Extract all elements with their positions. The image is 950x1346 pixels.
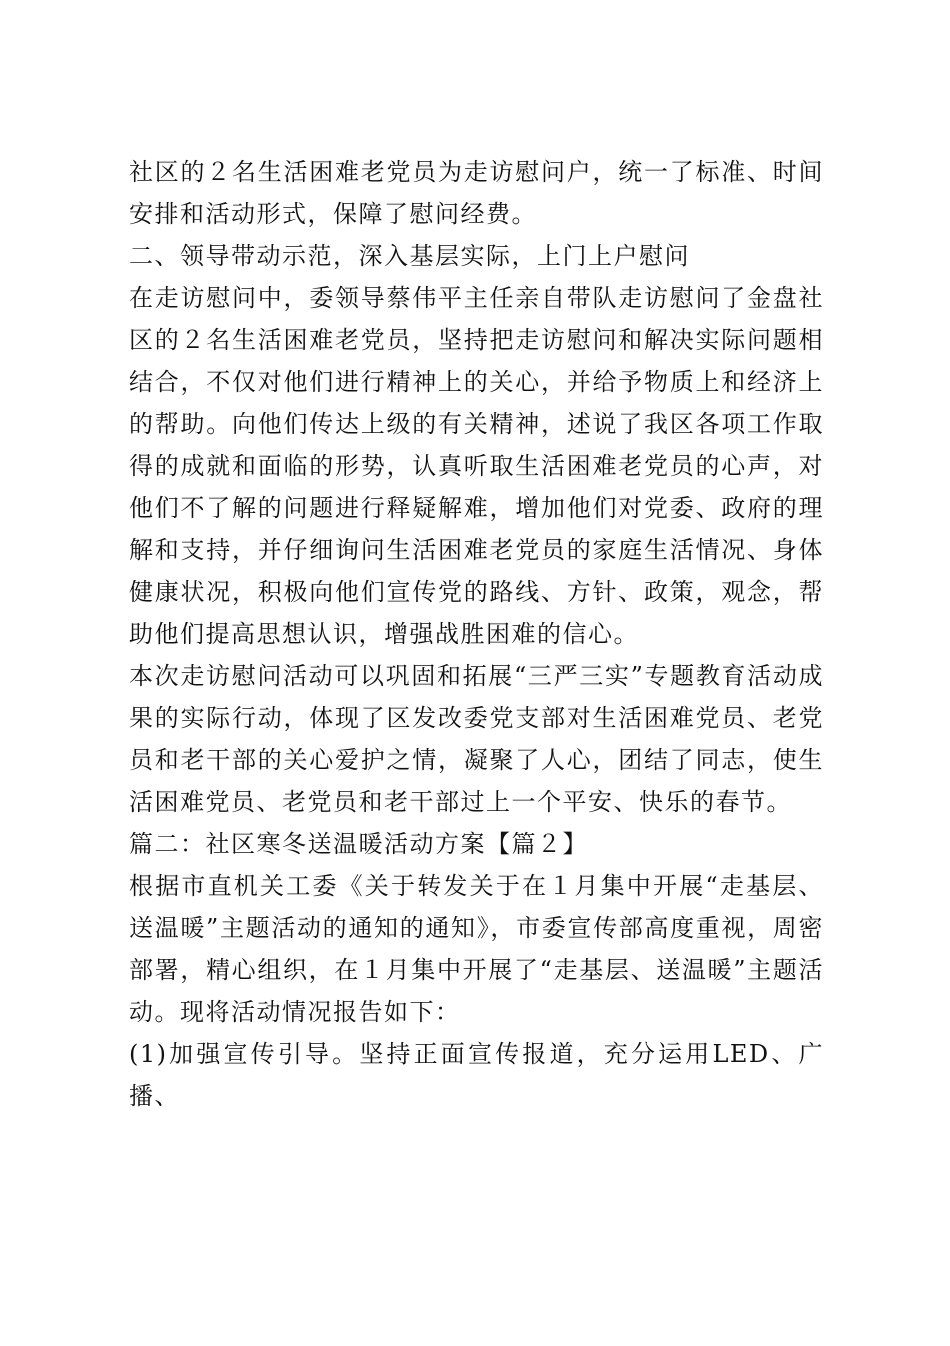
section-heading-part-two: 篇二：社区寒冬送温暖活动方案【篇２】: [129, 830, 588, 858]
document-body: [129, 151, 824, 1117]
paragraph-background: 根据市直机关工委《关于转发关于在１月集中开展“走基层、送温暖”主题活动的通知的通知》，市委宣传部高度重视，周密部署，精心组织，在１月集中开展了“走基层、送温暖”主题活动。现将活动情况报告如下：: [129, 872, 824, 1026]
paragraph-visit-households: 社区的２名生活困难老党员为走访慰问户，统一了标准、时间安排和活动形式，保障了慰问经费。: [129, 158, 824, 228]
paragraph-leadership-visit: 在走访慰问中，委领导蔡伟平主任亲自带队走访慰问了金盘社区的２名生活困难老党员，坚持把走访慰问和解决实际问题相结合，不仅对他们进行精神上的关心，并给予物质上和经济上的帮助。向他们传达上级的有关精神，述说了我区各项工作取得的成就和面临的形势，认真听取生活困难老党员的心声，对他们不了解的问题进行释疑解难，增加他们对党委、政府的理解和支持，并仔细询问生活困难老党员的家庭生活情况、身体健康状况，积极向他们宣传党的路线、方针、政策，观念，帮助他们提高思想认识，增强战胜困难的信心。: [129, 284, 824, 648]
paragraph-activity-summary: 本次走访慰问活动可以巩固和拓展“三严三实”专题教育活动成果的实际行动，体现了区发改委党支部对生活困难党员、老党员和老干部的关心爱护之情，凝聚了人心，团结了同志，使生活困难党员、老党员和老干部过上一个平安、快乐的春节。: [129, 662, 824, 816]
paragraph-item-1: (1)加强宣传引导。坚持正面宣传报道，充分运用LED、广播、: [129, 1040, 824, 1110]
section-heading-leadership: 二、领导带动示范，深入基层实际，上门上户慰问: [129, 242, 690, 270]
